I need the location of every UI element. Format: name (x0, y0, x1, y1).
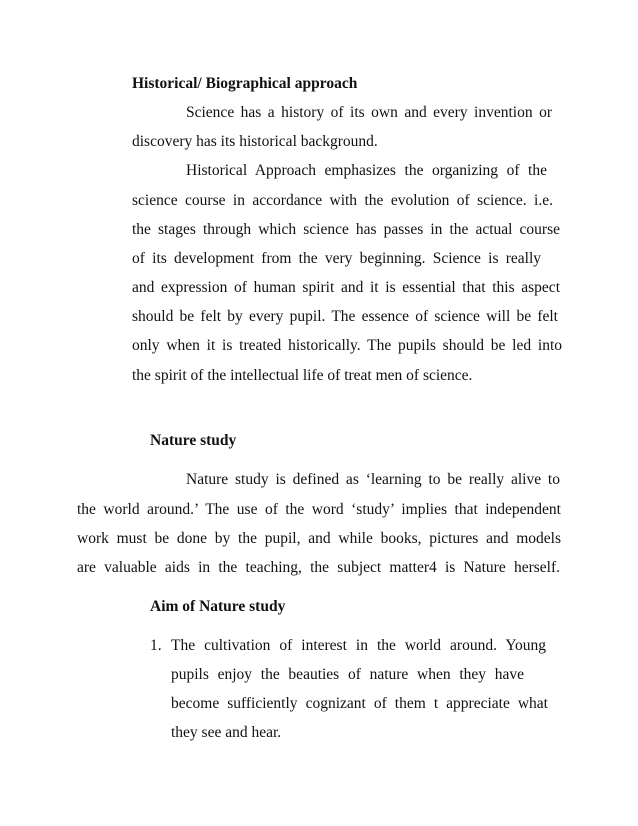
paragraph-line: work must be done by the pupil, and while books, pictures and models (77, 530, 561, 547)
section-heading-historical: Historical/ Biographical approach (132, 75, 358, 92)
paragraph-line: are valuable aids in the teaching, the subject matter4 is Nature herself. (77, 559, 560, 576)
paragraph-line: the world around.’ The use of the word ‘study’ implies that independent (77, 501, 561, 518)
paragraph-line: should be felt by every pupil. The essence of science will be felt (132, 308, 558, 325)
paragraph-line: of its development from the very beginning. Science is really (132, 250, 541, 267)
paragraph-line: the stages through which science has passes in the actual course (132, 221, 560, 238)
paragraph-line: discovery has its historical background. (132, 133, 378, 150)
section-heading-aim-nature-study: Aim of Nature study (150, 598, 286, 615)
list-item-line: become sufficiently cognizant of them t appreciate what (171, 695, 548, 712)
paragraph-line: science course in accordance with the evolution of science. i.e. (132, 192, 553, 209)
list-item-line: they see and hear. (171, 724, 282, 741)
paragraph-line: Science has a history of its own and every invention or (186, 104, 552, 121)
section-heading-nature-study: Nature study (150, 432, 237, 449)
paragraph-line: the spirit of the intellectual life of treat men of science. (132, 367, 473, 384)
paragraph-line: and expression of human spirit and it is essential that this aspect (132, 279, 560, 296)
paragraph-line: Nature study is defined as ‘learning to be really alive to (186, 471, 560, 488)
list-item-number: 1. (150, 637, 162, 654)
paragraph-line: only when it is treated historically. The pupils should be led into (132, 337, 562, 354)
list-item-line: The cultivation of interest in the world around. Young (171, 637, 546, 654)
list-item-line: pupils enjoy the beauties of nature when they have (171, 666, 524, 683)
paragraph-line: Historical Approach emphasizes the organizing of the (186, 162, 547, 179)
